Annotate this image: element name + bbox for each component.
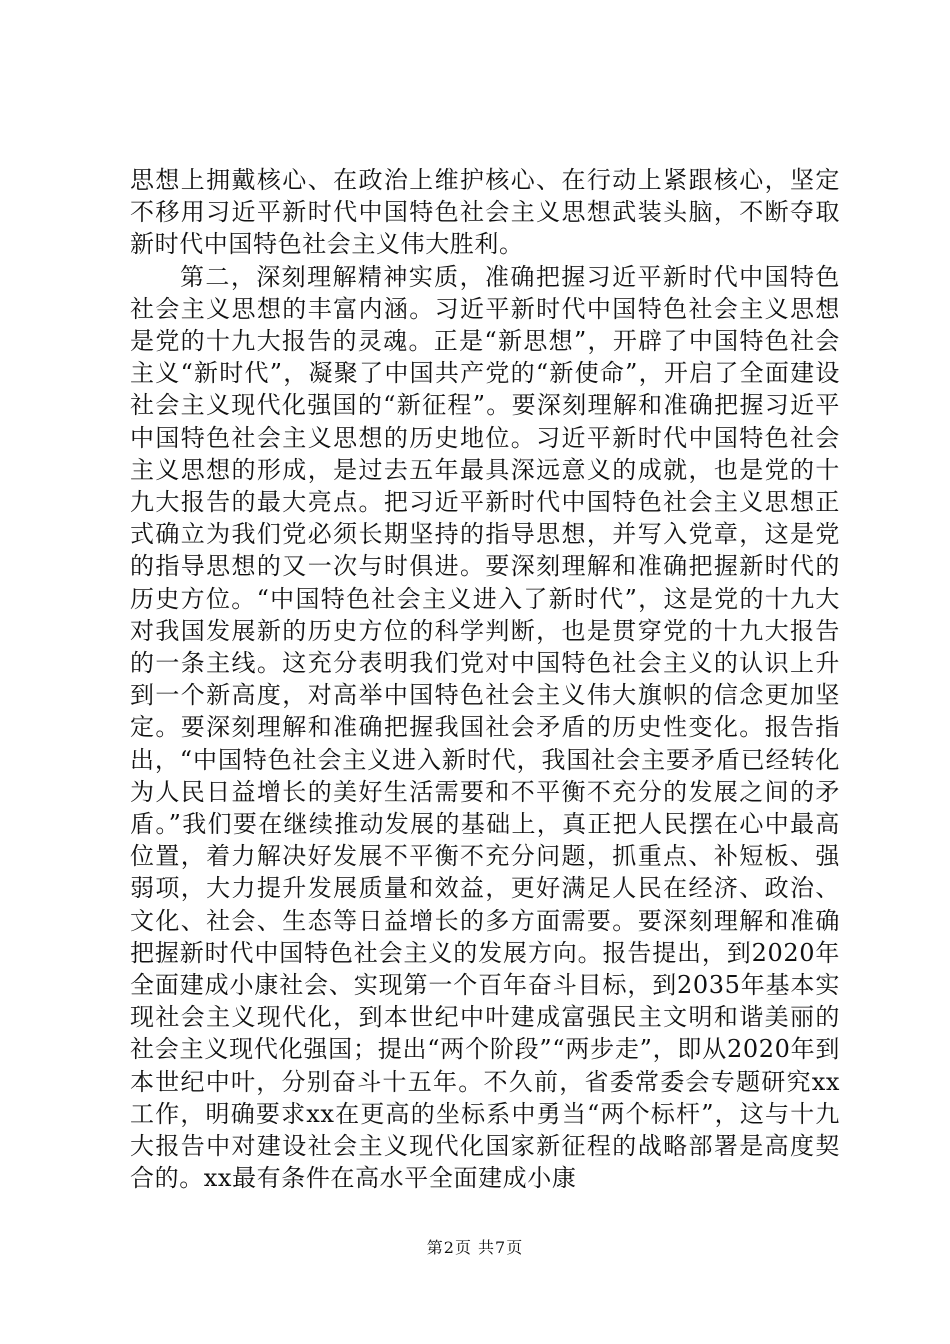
page-footer: 第2页 共7页 (426, 1238, 524, 1257)
paragraph-1: 思想上拥戴核心、在政治上维护核心、在行动上紧跟核心，坚定不移用习近平新时代中国特色社会主义思想武装头脑，不断夺取新时代中国特色社会主义伟大胜利。 (130, 166, 840, 259)
paragraph-2: 第二，深刻理解精神实质，准确把握习近平新时代中国特色社会主义思想的丰富内涵。习近平新时代中国特色社会主义思想是党的十九大报告的灵魂。正是“新思想”，开辟了中国特色社会主义“新时代”，凝聚了中国共产党的“新使命”，开启了全面建设社会主义现代化强国的“新征程”。要深刻理解和准确把握习近平中国特色社会主义思想的历史地位。习近平新时代中国特色社会主义思想的形成，是过去五年最具深远意义的成就，也是党的十九大报告的最大亮点。把习近平新时代中国特色社会主义思想正式确立为我们党必须长期坚持的指导思想，并写入党章，这是党的指导思想的又一次与时俱进。要深刻理解和准确把握新时代的历史方位。“中国特色社会主义进入了新时代”，这是党的十九大对我国发展新的历史方位的科学判断，也是贯穿党的十九大报告的一条主线。这充分表明我们党对中国特色社会主义的认识上升到一个新高度，对高举中国特色社会主义伟大旗帜的信念更加坚定。要深刻理解和准确把握我国社会矛盾的历史性变化。报告指出，“中国特色社会主义进入新时代，我国社会主要矛盾已经转化为人民日益增长的美好生活需要和不平衡不充分的发展之间的矛盾。”我们要在继续推动发展的基础上，真正把人民摆在心中最高位置，着力解决好发展不平衡不充分问题，抓重点、补短板、强弱项，大力提升发展质量和效益，更好满足人民在经济、政治、文化、社会、生态等日益增长的多方面需要。要深刻理解和准确把握新时代中国特色社会主义的发展方向。报告提出，到2020年全面建成小康社会、实现第一个百年奋斗目标，到2035年基本实现社会主义现代化，到本世纪中叶建成富强民主文明和谐美丽的社会主义现代化强国；提出“两个阶段”“两步走”，即从2020年到本世纪中叶，分别奋斗十五年。不久前，省委常委会专题研究xx工作，明确要求xx在更高的坐标系中勇当“两个标杆”，这与十九大报告中对建设社会主义现代化国家新征程的战略部署是高度契合的。xx最有条件在高水平全面建成小康 (130, 262, 840, 1193)
body-text (130, 164, 840, 1195)
